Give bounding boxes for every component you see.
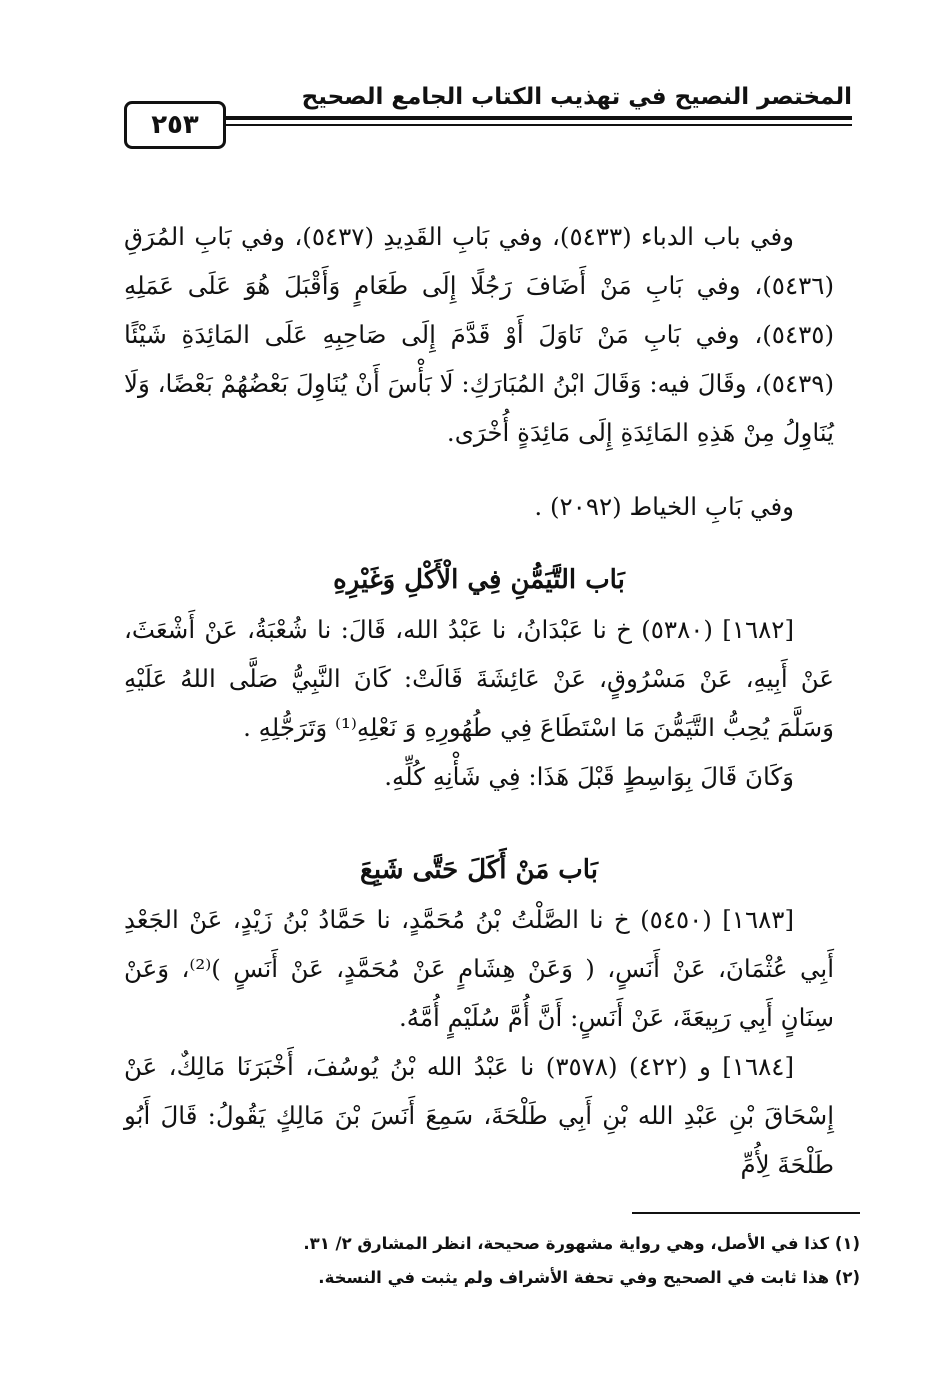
hadith-1682: [١٦٨٢] (٥٣٨٠) خ نا عَبْدَانُ، نا عَبْدُ الله، قَالَ: نا شُعْبَةُ، عَنْ أَشْعَثَ، عَنْ أَبِيهِ، عَنْ مَسْرُوقٍ، عَنْ عَائِشَةَ قَالَتْ: كَانَ النَّبِيُّ صَلَّى اللهُ عَلَيْهِ وَسَلَّمَ يُحِبُّ التَّيَمُّنَ مَا اسْتَطَاعَ فِي طُهُورِهِ وَ نَعْلِهِ⁽¹⁾ وَتَرَجُّلِهِ . xyxy=(124,615,834,742)
khayyat-paragraph: وفي بَابِ الخياط (٢٠٩٢) . xyxy=(534,492,794,521)
footnote-1: (١) كذا في الأصل، وهي رواية مشهورة صحيحة، انظر المشارق ٢/ ٣١. xyxy=(303,1234,860,1253)
footnote-2: (٢) هذا ثابت في الصحيح وفي تحفة الأشراف ولم يثبت في النسخة. xyxy=(318,1268,860,1287)
chapter-tayammun xyxy=(124,555,834,801)
hadith-1683: [١٦٨٣] (٥٤٥٠) خ نا الصَّلْتُ بْنُ مُحَمَّدٍ، نا حَمَّادُ بْنُ زَيْدٍ، عَنْ الجَعْدِ أَبِي عُثْمَانَ، عَنْ أَنَسٍ، ( وَعَنْ هِشَامٍ عَنْ مُحَمَّدٍ، عَنْ أَنَسٍ )⁽²⁾، وَعَنْ سِنَانٍ أَبِي رَبِيعَةَ، عَنْ أَنَسٍ: أَنَّ أُمَّ سُلَيْمٍ أُمَّهُ. xyxy=(124,905,834,1032)
running-title: المختصر النصيح في تهذيب الكتاب الجامع الصحيح xyxy=(301,84,852,110)
header-rule-thick xyxy=(226,116,852,120)
wasit-paragraph: وَكَانَ قَالَ بِوَاسِطٍ قَبْلَ هَذَا: فِي شَأْنِهِ كُلِّهِ. xyxy=(384,762,794,791)
footnote-rule xyxy=(632,1212,860,1214)
page-number: ٢٥٣ xyxy=(124,101,226,149)
chapter-heading: بَاب التَّيَمُّنِ فِي الْأَكْلِ وَغَيْرِهِ xyxy=(333,565,625,595)
header-rule-thin xyxy=(226,124,852,126)
chapter-heading: بَاب مَنْ أَكَلَ حَتَّى شَبِعَ xyxy=(360,855,598,885)
intro-section xyxy=(124,212,834,457)
hadith-1684: [١٦٨٤] و (٤٢٢) (٣٥٧٨) نا عَبْدُ الله بْنُ يُوسُفَ، أَخْبَرَنَا مَالِكٌ، عَنْ إِسْحَاقَ بْنِ عَبْدِ الله بْنِ أَبِي طَلْحَةَ، سَمِعَ أَنَسَ بْنَ مَالِكٍ يَقُولُ: قَالَ أَبُو طَلْحَةَ لِأُمِّ xyxy=(124,1052,834,1179)
intro-paragraph: وفي باب الدباء (٥٤٣٣)، وفي بَابِ القَدِيدِ (٥٤٣٧)، وفي بَابِ المُرَقِ (٥٤٣٦)، وفي بَابِ مَنْ أَضَافَ رَجُلًا إِلَى طَعَامٍ وَأَقْبَلَ هُوَ عَلَى عَمَلِهِ (٥٤٣٥)، وفي بَابِ مَنْ نَاوَلَ أَوْ قَدَّمَ إِلَى صَاحِبِهِ عَلَى المَائِدَةِ شَيْئًا (٥٤٣٩)، وقَالَ فيه: وَقَالَ ابْنُ المُبَارَكِ: لَا بَأْسَ أَنْ يُنَاوِلَ بَعْضُهُمْ بَعْضًا، وَلَا يُنَاوِلُ مِنْ هَذِهِ المَائِدَةِ إِلَى مَائِدَةٍ أُخْرَى. xyxy=(124,222,834,447)
chapter-shabia xyxy=(124,845,834,1189)
khayyat-section xyxy=(124,482,834,531)
